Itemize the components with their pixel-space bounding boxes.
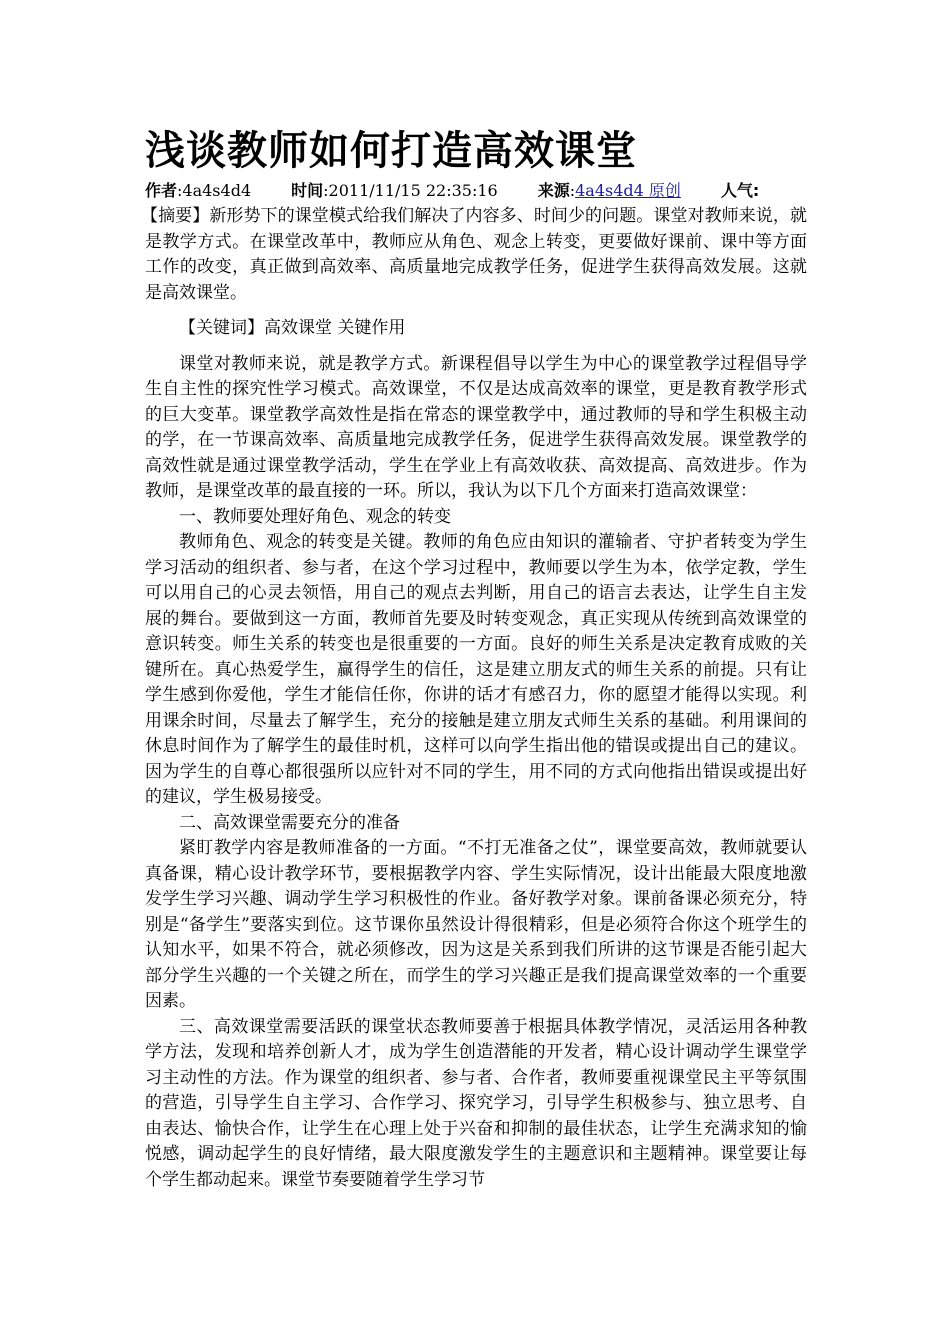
source-label: 来源	[537, 181, 570, 200]
body-paragraph-1: 教师角色、观念的转变是关键。教师的角色应由知识的灌输者、守护者转变为学生学习活动的组织者、参与者，在这个学习过程中，教师要以学生为本，依学定教，学生可以用自己的心灵去领悟，用自己的观点去判断，用自己的语言去表达，让学生自主发展的舞台。要做到这一方面，教师首先要及时转变观念，真正实现从传统到高效课堂的意识转变。师生关系的转变也是很重要的一方面。良好的师生关系是决定教育成败的关键所在。真心热爱学生，赢得学生的信任，这是建立朋友式的师生关系的前提。只有让学生感到你爱他，学生才能信任你，你讲的话才有感召力，你的愿望才能得以实现。利用课余时间，尽量去了解学生，充分的接触是建立朋友式师生关系的基础。利用课间的休息时间作为了解学生的最佳时机，这样可以向学生指出他的错误或提出自己的建议。因为学生的自尊心都很强所以应针对不同的学生，用不同的方式向他指出错误或提出好的建议，学生极易接受。	[145, 532, 807, 807]
author-value: :4a4s4d4	[177, 181, 252, 200]
page-title: 浅谈教师如何打造高效课堂	[145, 128, 637, 174]
body-paragraph-intro: 课堂对教师来说，就是教学方式。新课程倡导以学生为中心的课堂教学过程倡导学生自主性的探究性学习模式。高效课堂，不仅是达成高效率的课堂，更是教育教学形式的巨大变革。课堂教学高效性是指在常态的课堂教学中，通过教师的导和学生积极主动的学，在一节课高效率、高质量地完成教学任务，促进学生获得高效发展。课堂教学的高效性就是通过课堂教学活动，学生在学业上有高效收获、高效提高、高效进步。作为教师，是课堂改革的最直接的一环。所以，我认为以下几个方面来打造高效课堂：	[145, 353, 807, 501]
article-meta	[145, 178, 807, 204]
source-link[interactable]: 4a4s4d4 原创	[575, 181, 681, 200]
popularity-label: 人气:	[720, 181, 760, 200]
keywords-paragraph: 【关键词】高效课堂 关键作用	[179, 318, 406, 338]
author-label: 作者	[145, 181, 178, 200]
body-paragraph-3: 三、高效课堂需要活跃的课堂状态教师要善于根据具体教学情况，灵活运用各种教学方法，发现和培养创新人才，成为学生创造潜能的开发者，精心设计调动学生课堂学习主动性的方法。作为课堂的组织者、参与者、合作者，教师要重视课堂民主平等氛围的营造，引导学生自主学习、合作学习、探究学习，引导学生积极参与、独立思考、自由表达、愉快合作，让学生在心理上处于兴奋和抑制的最佳状态，让学生充满求知的愉悦感，调动起学生的良好情绪，最大限度激发学生的主题意识和主题精神。课堂要让每个学生都动起来。课堂节奏要随着学生学习节	[145, 1016, 807, 1190]
body-paragraph-2: 紧盯教学内容是教师准备的一方面。“不打无准备之仗”，课堂要高效，教师就要认真备课，精心设计教学环节，要根据教学内容、学生实际情况，设计出能最大限度地激发学生学习兴趣、调动学生学习积极性的作业。备好教学对象。课前备课必须充分，特别是“备学生”要落实到位。这节课你虽然设计得很精彩，但是必须符合你这个班学生的认知水平，如果不符合，就必须修改，因为这是关系到我们所讲的这节课是否能引起大部分学生兴趣的一个关键之所在，而学生的学习兴趣正是我们提高课堂效率的一个重要因素。	[145, 838, 807, 1011]
abstract-paragraph: 【摘要】新形势下的课堂模式给我们解决了内容多、时间少的问题。课堂对教师来说，就是教学方式。在课堂改革中，教师应从角色、观念上转变，更要做好课前、课中等方面工作的改变，真正做到高效率、高质量地完成教学任务，促进学生获得高效发展。这就是高效课堂。	[141, 206, 807, 303]
section-heading-1: 一、教师要处理好角色、观念的转变	[179, 506, 451, 527]
time-value: :2011/11/15 22:35:16	[323, 181, 498, 200]
document-page	[141, 126, 807, 1193]
section-heading-2: 二、高效课堂需要充分的准备	[179, 812, 400, 833]
source-separator: :	[569, 181, 576, 200]
time-label: 时间	[291, 181, 324, 200]
